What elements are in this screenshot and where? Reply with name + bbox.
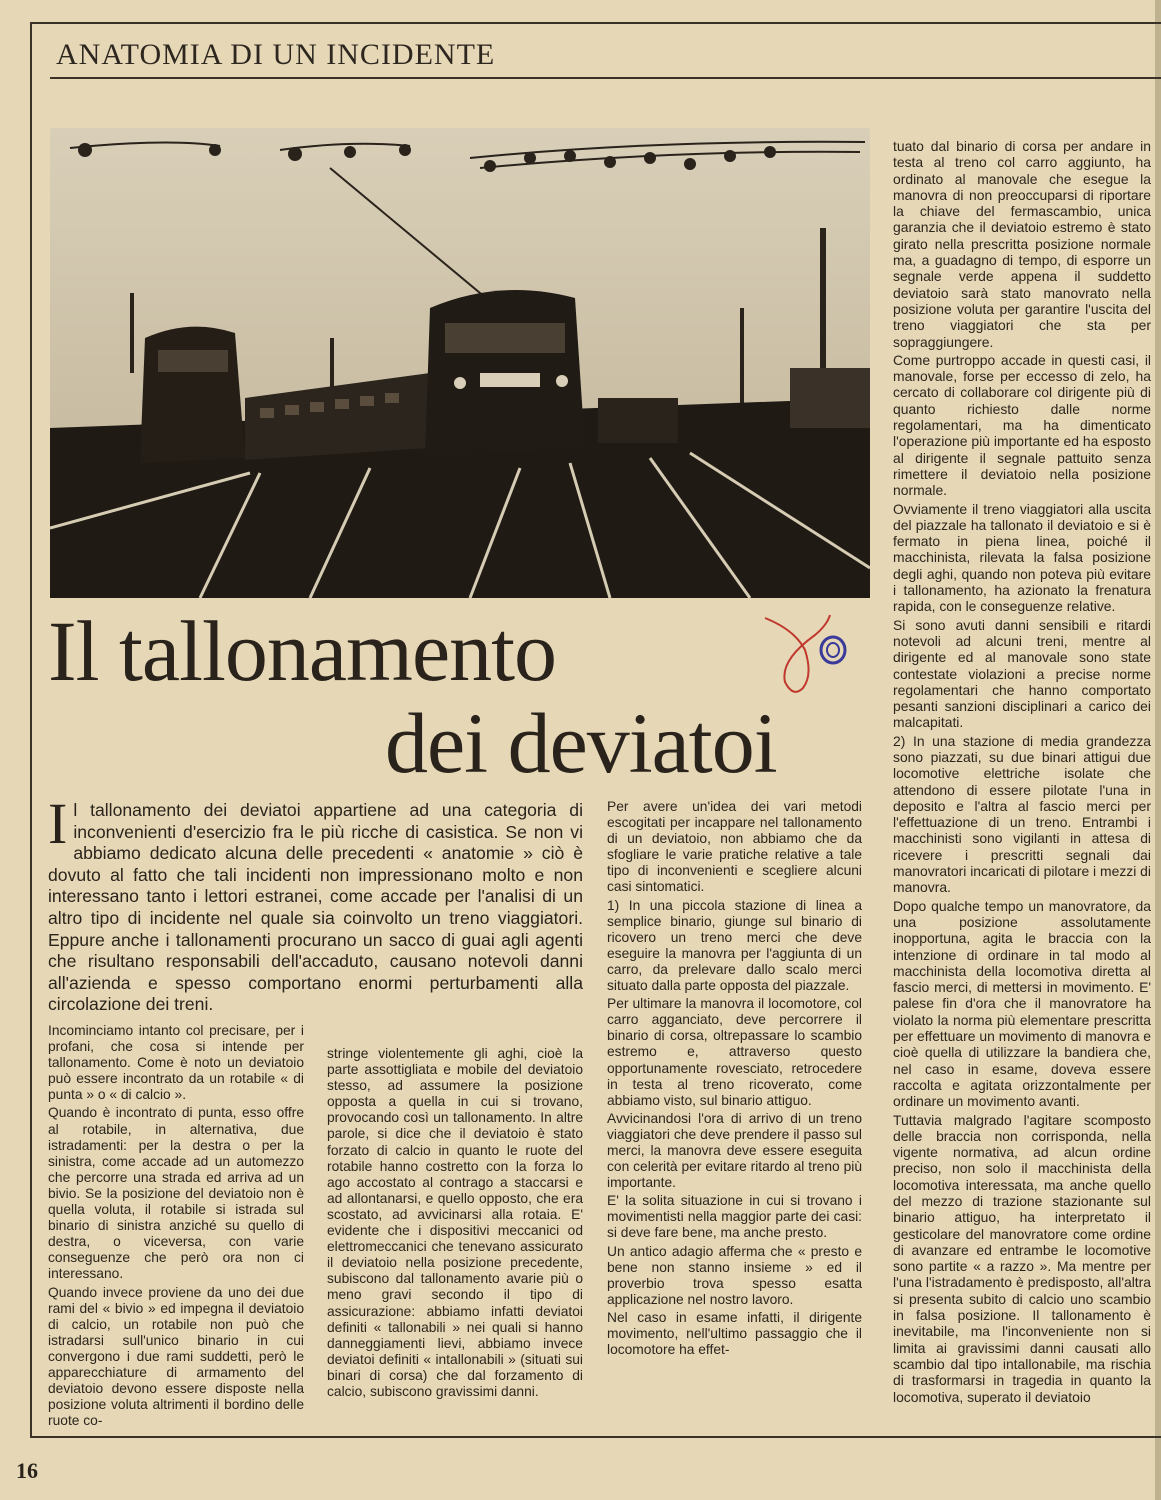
bottom-frame-rule xyxy=(30,1436,1161,1438)
paragraph: 2) In una stazione di media grandezza sono piazzati, su due binari attigui due locomotive elettriche isolate che attendono di essere pilotate l'una in deposito e l'altra al fascio merci per l'effettuazione di un treno. Entrambi i macchinisti sono vigilanti in attesa di ricevere i prescritti segnali dai manovratori incaricati di pilotare i mezzi di manovra. xyxy=(893,732,1151,896)
article-lead xyxy=(48,791,583,1016)
train-photo-illustration xyxy=(50,128,870,598)
text-column-4 xyxy=(893,138,1151,1407)
paragraph: 1) In una piccola stazione di linea a semplice binario, giunge sul binario di ricovero un treno merci che deve eseguire la manovra per l'aggiunta di un carro, da prelevare dallo scalo merci situato dalla parte opposta del piazzale. xyxy=(607,897,862,994)
paragraph: Incominciamo intanto col precisare, per i profani, che cosa si intende per tallonamento. Come è noto un deviatoio può essere incontrato da un rotabile « di punta » o « di calcio ». xyxy=(48,1023,304,1103)
paragraph: tuato dal binario di corsa per andare in testa al treno col carro aggiunto, ha ordinato al manovale che esegue la manovra di non preoccuparsi di riportare la chiave del fermascambio, unica garanzia che il deviatoio estremo è stato girato nella prescritta posizione normale ma, a guadagno di tempo, di esporre un segnale verde appena il suddetto deviatoio sarà stato manovrato nella posizione voluta per garantire l'uscita del treno viaggiatori che sta per sopraggiungere. xyxy=(893,138,1151,350)
text-column-1 xyxy=(48,1023,304,1431)
paragraph: Quando è incontrato di punta, esso offre al rotabile, in alternativa, due istradamenti: per la destra o per la sinistra, come accade ad un automezzo che percorre una strada ed arriva ad un bivio. Se la posizione del deviatoio non è quella voluta, il rotabile si istrada sul binario di sinistra anziché su quello di destra, o viceversa, con varie conseguenze che però ora non ci interessano. xyxy=(48,1105,304,1282)
article-title-line2: dei deviatoi xyxy=(385,695,777,791)
paragraph: Per avere un'idea dei vari metodi escogitati per incappare nel tallonamento di un deviatoio, non abbiamo che da sfogliare le varie pratiche relative a tale tipo di inconvenienti e scegliere alcuni casi sintomatici. xyxy=(607,799,862,895)
page-edge xyxy=(1155,0,1161,1500)
paragraph: Tuttavia malgrado l'agitare scomposto delle braccia non corrisponda, nella vigente normativa, ad alcun ordine preciso, non solo il macchinista della locomotiva interessata, ma anche quello del mezzo di trazione stazionante sul binario attiguo, ha interpretato il gesticolare del manovratore come ordine di avanzare ed entrambe le locomotive sono partite « a razzo ». Ma mentre per l'una l'istradamento è predisposto, all'altra si presenta subito di calcio uno scambio in falsa posizione. Il tallonamento è inevitabile, ma l'inconveniente non si limita ai gravissimi danni causati allo scambio dal tipo intallonabile, ma rischia di trasformarsi in tragedia in quanto la locomotiva, superato il deviatoio xyxy=(893,1111,1151,1405)
handwritten-mark-icon xyxy=(755,600,865,710)
page-number: 16 xyxy=(16,1458,38,1483)
lead-text: l tallonamento dei deviatoi appartiene ad una categoria di inconvenienti d'esercizio fra le più ricche di casistica. Se non vi abbiamo dedicato alcuna delle precedenti « anatomie » ciò è dovuto al fatto che tali incidenti non impressionano molto e non interessano tanto i lettori estranei, come accade per l'analisi di un altro tipo di incidente nel quale sia coinvolto un treno viaggiatori. Eppure anche i tallonamenti procurano un sacco di guai agli agenti che risultano responsabili dell'accaduto, causano notevoli danni all'azienda e spesso comportano enormi perturbamenti alla circolazione dei treni. xyxy=(48,800,583,1015)
text-column-3 xyxy=(607,799,862,1360)
top-rule xyxy=(30,22,1161,24)
drop-cap: I xyxy=(48,791,68,856)
paragraph: Ovviamente il treno viaggiatori alla uscita del piazzale ha tallonato il deviatoio e si è fermato in piena linea, poiché il macchinista, rilevata la falsa posizione degli aghi, quando non poteva più evitare i tallonamento, ha azionato la frenatura rapida, con le conseguenze relative. xyxy=(893,500,1151,615)
header-rule xyxy=(50,77,1161,79)
paragraph: Per ultimare la manovra il locomotore, col carro agganciato, deve percorrere il binario di corsa, oltrepassare lo scambio estremo e, attraverso questo opportunamente rovesciato, retrocedere in testa al treno ricoverato, come abbiamo visto, sul binario attiguo. xyxy=(607,996,862,1108)
section-header: ANATOMIA DI UN INCIDENTE xyxy=(56,38,496,71)
text-column-2 xyxy=(327,1046,583,1402)
article-title-line1: Il tallonamento xyxy=(48,603,557,699)
paragraph: Si sono avuti danni sensibili e ritardi notevoli ad alcuni treni, mentre al dirigente ed al manovale sono state contestate violazioni a precise norme regolamentari che hanno comportato pesanti sanzioni disciplinari a carico dei malcapitati. xyxy=(893,616,1151,731)
train-photo xyxy=(50,128,870,598)
paragraph: Avvicinandosi l'ora di arrivo di un treno viaggiatori che deve prendere il passo sul merci, la manovra deve essere eseguita con celerità per evitare ritardo al treno più importante. xyxy=(607,1110,862,1191)
paragraph: Nel caso in esame infatti, il dirigente movimento, nell'ultimo passaggio che il locomotore ha effet- xyxy=(607,1309,862,1358)
paragraph: Dopo qualche tempo un manovratore, da una posizione assolutamente inopportuna, agita le braccia con la intenzione di ordinare in tal modo al macchinista della locomotiva diretta al fascio merci, di mettersi in movimento. E' palese fin d'ora che il manovratore ha violato la norma più elementare prescritta per effettuare un movimento di manovra e cioè quella di utilizzare la bandiera che, nel caso in esame, doveva essere raccolta e agitata orizzontalmente per ordinare un movimento avanti. xyxy=(893,897,1151,1110)
paragraph: Un antico adagio afferma che « presto e bene non stanno insieme » ed il proverbio trova spesso esatta applicazione nel nostro lavoro. xyxy=(607,1243,862,1307)
paragraph: Come purtroppo accade in questi casi, il manovale, forse per eccesso di zelo, ha cercato di collaborare col dirigente più di quanto richiesto dalle norme regolamentari, ma ha dimenticato l'operazione più importante ed ha esposto al dirigente il segnale pattuito senza rimettere il deviatoio nella posizione normale. xyxy=(893,351,1151,499)
paragraph: Quando invece proviene da uno dei due rami del « bivio » ed impegna il deviatoio di calcio, un rotabile non può che istradarsi sull'unico binario in cui convergono i due rami suddetti, però le apparecchiature di armamento del deviatoio devono essere disposte nella posizione voluta altrimenti il bordino delle ruote co- xyxy=(48,1284,304,1429)
left-frame-rule xyxy=(30,22,32,1437)
paragraph: stringe violentemente gli aghi, cioè la parte assottigliata e mobile del deviatoio stesso, ad assumere la posizione opposta a quella in cui si trovano, provocando così un tallonamento. In altre parole, si dice che il deviatoio è stato forzato di calcio in quanto le ruote del rotabile hanno costretto con la forza lo ago accostato al contrago a staccarsi e ad allontanarsi, e quello opposto, che era scostato, ad avvicinarsi alla rotaia. E' evidente che i dispositivi meccanici od elettromeccanici che tenevano assicurato il deviatoio nella posizione precedente, subiscono dal tallonamento avarie più o meno gravi secondo il tipo di assicurazione: abbiamo infatti deviatoi definiti « tallonabili » nei quali si hanno danneggiamenti lievi, abbiamo invece deviatoi definiti « intallonabili » (situati sui binari di corsa) che dal forzamento di calcio, subiscono gravissimi danni. xyxy=(327,1046,583,1399)
paragraph: E' la solita situazione in cui si trovano i movimentisti nella maggior parte dei casi: si deve fare bene, ma anche presto. xyxy=(607,1193,862,1241)
